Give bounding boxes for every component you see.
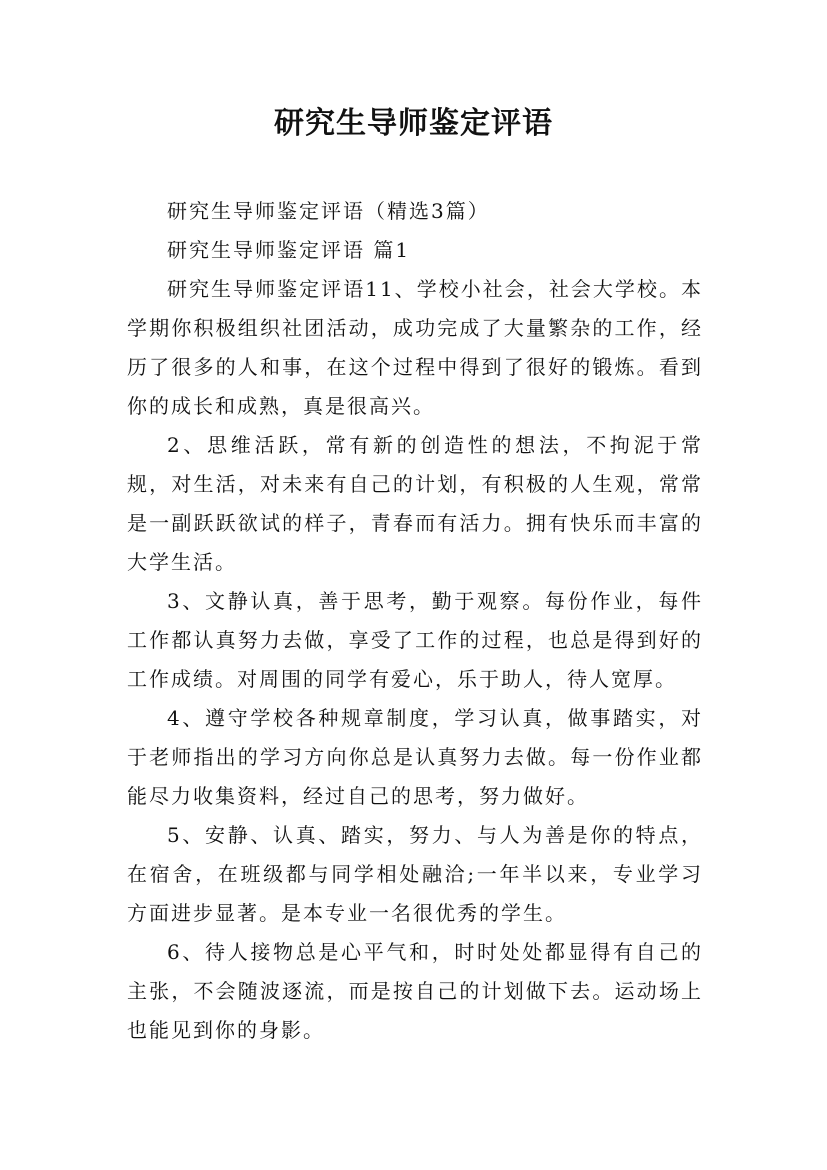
section-heading: 研究生导师鉴定评语 篇1 xyxy=(167,238,411,262)
document-title: 研究生导师鉴定评语 xyxy=(274,106,553,141)
body-paragraph-1: 研究生导师鉴定评语11、学校小社会，社会大学校。本学期你积极组织社团活动，成功完成了大量繁杂的工作，经历了很多的人和事，在这个过程中得到了很好的锻炼。看到你的成长和成熟，真是很高兴。 xyxy=(127,277,703,418)
document-body xyxy=(127,192,703,1050)
body-paragraph-3: 3、文静认真，善于思考，勤于观察。每份作业，每件工作都认真努力去做，享受了工作的过程，也总是得到好的工作成绩。对周围的同学有爱心，乐于助人，待人宽厚。 xyxy=(127,589,703,691)
body-paragraph-4: 4、遵守学校各种规章制度，学习认真，做事踏实，对于老师指出的学习方向你总是认真努力去做。每一份作业都能尽力收集资料，经过自己的思考，努力做好。 xyxy=(127,706,703,808)
body-paragraph-2: 2、思维活跃，常有新的创造性的想法，不拘泥于常规，对生活，对未来有自己的计划，有积极的人生观，常常是一副跃跃欲试的样子，青春而有活力。拥有快乐而丰富的大学生活。 xyxy=(127,433,703,574)
subtitle-paragraph: 研究生导师鉴定评语（精选3篇） xyxy=(167,199,490,223)
body-paragraph-6: 6、待人接物总是心平气和，时时处处都显得有自己的主张，不会随波逐流，而是按自己的计划做下去。运动场上也能见到你的身影。 xyxy=(127,940,703,1042)
body-paragraph-5: 5、安静、认真、踏实，努力、与人为善是你的特点，在宿舍，在班级都与同学相处融洽;一年半以来，专业学习方面进步显著。是本专业一名很优秀的学生。 xyxy=(127,823,703,925)
